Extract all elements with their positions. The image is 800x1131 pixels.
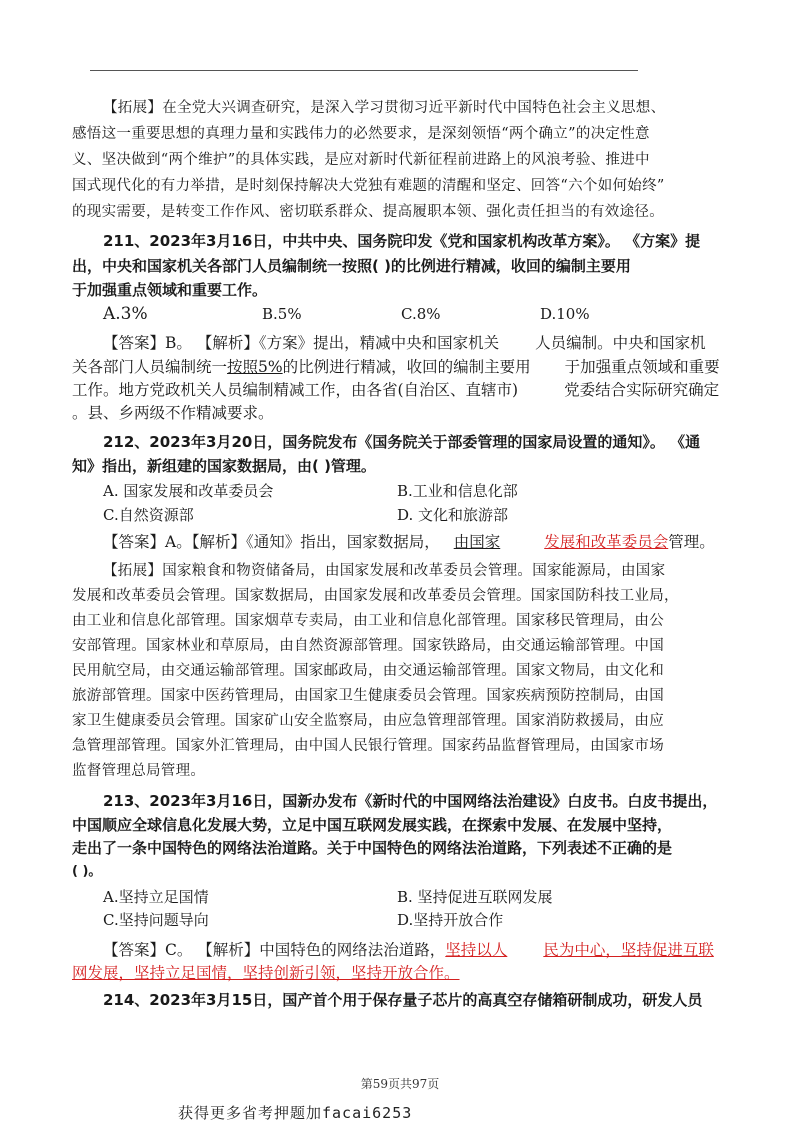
q212-stem: 知》指出，新组建的国家数据局，由( )管理。: [72, 457, 376, 475]
q213-option-d: D.坚持开放合作: [397, 911, 504, 929]
ext2-line: 安部管理。国家林业和草原局，由自然资源部管理。国家铁路局，由交通运输部管理。中国: [72, 638, 664, 654]
ext2-line: 民用航空局，由交通运输部管理。国家邮政局，由交通运输部管理。国家文物局，由文化和: [72, 663, 664, 679]
q211-answer-text: 的比例进行精减，收回的编制主要用: [282, 358, 531, 376]
q211-option-c: C.8%: [401, 305, 441, 323]
q211-stem: 出，中央和国家机关各部门人员编制统一按照( )的比例进行精减，收回的编制主要用: [72, 257, 631, 275]
q212-option-a: A. 国家发展和改革委员会: [103, 482, 274, 500]
q214-stem: 214、2023年3月15日，国产首个用于保存量子芯片的高真空存储箱研制成功，研发人员: [103, 991, 703, 1009]
q212-answer-text: 【答案】A。【解析】《通知》指出，国家数据局，: [103, 533, 440, 551]
q213-answer-text: 【答案】C。 【解析】中国特色的网络法治道路，: [103, 941, 446, 959]
q211-answer-text: 关各部门人员编制统一: [72, 358, 228, 376]
q211-answer-text: 党委结合实际研究确定: [564, 381, 720, 399]
q212-option-c: C.自然资源部: [103, 506, 194, 524]
q211-answer-underlined: 按照5%: [227, 358, 283, 376]
ext2-line: 由工业和信息化部管理。国家烟草专卖局，由工业和信息化部管理。国家移民管理局，由公: [72, 613, 664, 629]
ext1-line: 的现实需要，是转变工作作风、密切联系群众、提高履职本领、强化责任担当的有效途径。: [72, 204, 664, 220]
header-rule: [90, 70, 638, 71]
q213-answer-line: [103, 940, 714, 960]
ext2-line: 发展和改革委员会管理。国家数据局，由国家发展和改革委员会管理。国家国防科技工业局，: [72, 588, 679, 604]
q213-stem: 走出了一条中国特色的网络法治道路。关于中国特色的网络法治道路，下列表述不正确的是: [72, 839, 673, 857]
q213-answer-highlight: 民为中心，坚持促进互联: [543, 941, 714, 959]
q212-stem: 212、2023年3月20日，国务院发布《国务院关于部委管理的国家局设置的通知》。 《通: [103, 433, 701, 451]
q212-option-d: D. 文化和旅游部: [397, 506, 509, 524]
q211-answer-line: [103, 333, 706, 353]
ext2-line: 旅游部管理。国家中医药管理局，由国家卫生健康委员会管理。国家疾病预防控制局，由国: [72, 688, 664, 704]
ext2-line: 家卫生健康委员会管理。国家矿山安全监察局，由应急管理部管理。国家消防救援局，由应: [72, 713, 664, 729]
q213-stem: 213、2023年3月16日，国新办发布《新时代的中国网络法治建设》白皮书。白皮书提出，: [103, 792, 718, 810]
ext2-line: 急管理部管理。国家外汇管理局，由中国人民银行管理。国家药品监督管理局，由国家市场: [72, 738, 664, 754]
q211-option-a: A.3%: [103, 304, 148, 324]
q213-stem: 中国顺应全球信息化发展大势，立足中国互联网发展实践，在探索中发展、在发展中坚持，: [72, 816, 673, 834]
ext1-line: 国式现代化的有力举措，是时刻保持解决大党独有难题的清醒和坚定、回答“六个如何始终”: [72, 178, 665, 194]
q211-stem: 211、2023年3月16日，中共中央、国务院印发《党和国家机构改革方案》。 《方案》提: [103, 232, 701, 250]
ext2-line: 监督管理总局管理。: [72, 763, 206, 779]
q211-answer-text: 人员编制。中央和国家机: [535, 334, 706, 352]
q211-stem: 于加强重点领域和重要工作。: [72, 281, 268, 299]
ext1-line: 感悟这一重要思想的真理力量和实践伟力的必然要求，是深刻领悟“两个确立”的决定性意: [72, 126, 650, 142]
ext2-line: 【拓展】国家粮食和物资储备局，由国家发展和改革委员会管理。国家能源局，由国家: [103, 563, 666, 579]
q213-answer-highlight: 网发展，坚持立足国情，坚持创新引领，坚持开放合作。: [72, 964, 460, 982]
q213-stem: ( )。: [72, 864, 102, 879]
q212-answer-line: [103, 532, 715, 552]
q211-answer-text: 【答案】B。 【解析】《方案》提出，精减中央和国家机关: [103, 334, 500, 352]
q213-option-a: A.坚持立足国情: [103, 888, 209, 906]
promo-text: 获得更多省考押题加facai6253: [178, 1104, 413, 1122]
q213-option-c: C.坚持问题导向: [103, 911, 209, 929]
q212-option-b: B.工业和信息化部: [397, 482, 518, 500]
q211-answer-line: [72, 380, 719, 400]
q211-option-d: D.10%: [540, 305, 590, 323]
q211-answer-line: [72, 357, 720, 377]
ext1-line: 义、坚决做到“两个维护”的具体实践，是应对新时代新征程前进路上的风浪考验、推进中: [72, 152, 650, 168]
q213-answer-highlight: 坚持以人: [445, 941, 508, 959]
q212-answer-highlight: 发展和改革委员会: [544, 533, 669, 551]
q211-answer-text: 于加强重点领域和重要: [564, 358, 720, 376]
q211-answer-text: 工作。地方党政机关人员编制精减工作，由各省(自治区、直辖市): [72, 381, 519, 399]
q213-option-b: B. 坚持促进互联网发展: [397, 888, 553, 906]
q211-option-b: B.5%: [262, 305, 302, 323]
q212-answer-underlined: 由国家: [453, 533, 501, 551]
page-number: 第59页共97页: [360, 1077, 440, 1091]
q212-answer-text: 管理。: [668, 533, 715, 551]
q211-answer-line: 。县、乡两级不作精减要求。: [72, 404, 274, 422]
ext1-line: 【拓展】在全党大兴调查研究，是深入学习贯彻习近平新时代中国特色社会主义思想、: [103, 100, 666, 116]
